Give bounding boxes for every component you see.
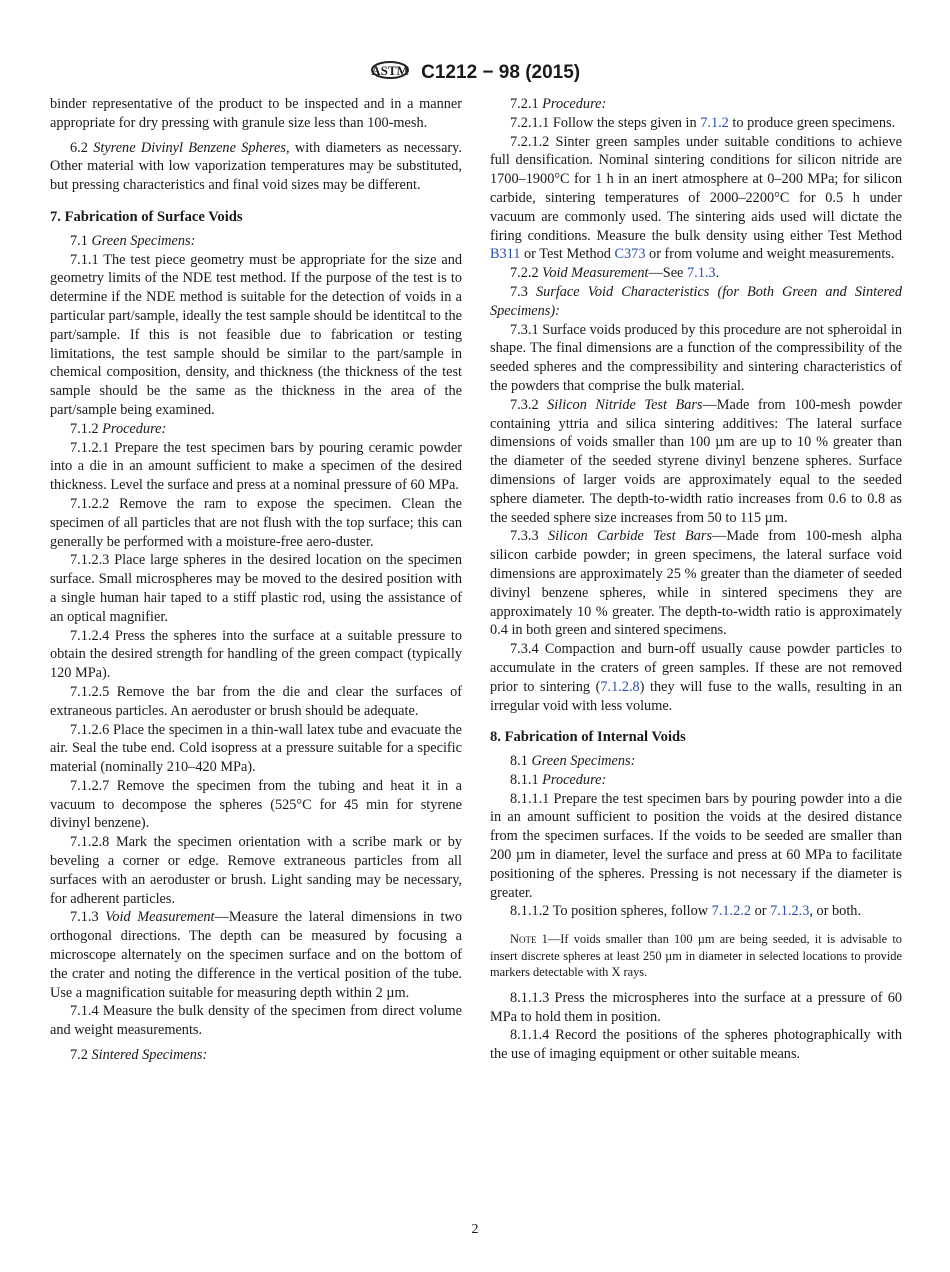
text-run: 7.3.3 bbox=[510, 528, 548, 545]
text-run: to produce green specimens. bbox=[728, 114, 896, 131]
text-run: 7.1.2 bbox=[70, 420, 103, 437]
paragraph bbox=[50, 833, 462, 908]
text-run: 8.1.1.4 Record the positions of the spheres photographically with the use of imaging equipment or other suitable means. bbox=[490, 1027, 902, 1063]
paragraph bbox=[490, 321, 902, 396]
italic-text: Silicon Nitride Test Bars bbox=[547, 396, 703, 413]
text-run: ) they will fuse to the walls, resulting in an irregular void with less volume. bbox=[490, 678, 902, 714]
paragraph bbox=[490, 640, 902, 715]
text-run: 8.1 bbox=[510, 753, 532, 770]
cross-reference-link[interactable]: 7.1.2.3 bbox=[770, 903, 810, 920]
text-run: 8.1.1 bbox=[510, 771, 543, 788]
paragraph bbox=[490, 396, 902, 528]
text-run: 8.1.1.3 Press the microspheres into the surface at a pressure of 60 MPa to hold them in position. bbox=[490, 989, 902, 1025]
paragraph bbox=[50, 232, 462, 251]
document-title: C1212 − 98 (2015) bbox=[421, 62, 581, 84]
cross-reference-link[interactable]: 7.1.2 bbox=[700, 114, 729, 131]
italic-text: Procedure: bbox=[102, 420, 167, 437]
paragraph bbox=[50, 551, 462, 626]
right-column bbox=[490, 95, 902, 1064]
text-run: , or both. bbox=[809, 903, 862, 920]
section-heading bbox=[50, 208, 462, 227]
paragraph bbox=[50, 1046, 462, 1065]
paragraph bbox=[490, 902, 902, 921]
italic-text: Surface Void Characteristics (for Both Green and Sintered Specimens): bbox=[490, 283, 902, 319]
text-run: 6.2 bbox=[70, 139, 94, 156]
paragraph bbox=[490, 989, 902, 1027]
paragraph bbox=[490, 1026, 902, 1064]
italic-text: Void Measurement bbox=[542, 265, 649, 282]
italic-text: Styrene Divinyl Benzene Spheres, bbox=[93, 139, 290, 156]
text-run: 7.1.2.5 Remove the bar from the die and clear the surfaces of extraneous particles. An aeroduster or brush should be adequate. bbox=[50, 683, 462, 719]
text-run: 7.2.1.2 Sinter green samples under suitable conditions to achieve full densification. Nominal sintering conditions for silicon nitride are 1700–1900°C for 1 h in an inert atmosphere at 0–200 MPa; for silicon carbide, sintering temperatures of 2000–2200°C for 0.5 h under vacuum are commonly used. The sintering aids used will dictate the firing conditions. Measure the bulk density using either Test Method bbox=[490, 133, 902, 244]
text-run: 7.1 bbox=[70, 232, 92, 249]
note-paragraph bbox=[490, 931, 902, 981]
text-run: 7.3.2 bbox=[510, 396, 548, 413]
paragraph bbox=[50, 251, 462, 420]
text-run: 7.1.2.6 Place the specimen in a thin-wall latex tube and evacuate the air. Seal the tube end. Cold isopress at a pressure suitable for a specific material (nominally 210–420 MPa). bbox=[50, 721, 462, 776]
text-run: 7.3.1 Surface voids produced by this procedure are not spheroidal in shape. The final dimensions are a function of the compressibility of the seeded spheres and the compressibility and sintering characteristics of the powders that comprise the bulk material. bbox=[490, 321, 902, 394]
italic-text: Green Specimens: bbox=[91, 232, 196, 249]
section-heading bbox=[490, 728, 902, 747]
text-run: with diameters as necessary. Other material with low vaporization temperatures may be substituted, but pressing characteristics and final void sizes may be different. bbox=[50, 139, 462, 194]
text-run: 7.1.2.3 Place large spheres in the desired location on the specimen surface. Small microspheres may be moved to the desired position with a single human hair taped to a stiff plastic rod, using the assistance of an optical magnifier. bbox=[50, 552, 462, 625]
paragraph bbox=[50, 439, 462, 495]
paragraph bbox=[50, 683, 462, 721]
cross-reference-link[interactable]: B311 bbox=[490, 246, 521, 263]
text-run: 8.1.1.2 To position spheres, follow bbox=[510, 903, 712, 920]
paragraph bbox=[50, 95, 462, 133]
paragraph bbox=[490, 95, 902, 114]
text-run: —See bbox=[648, 265, 687, 282]
paragraph bbox=[490, 283, 902, 321]
italic-text: Green Specimens: bbox=[531, 753, 636, 770]
paragraph bbox=[50, 721, 462, 777]
paragraph bbox=[50, 420, 462, 439]
text-run: 8.1.1.1 Prepare the test specimen bars by pouring powder into a die in an amount sufficient to position the voids at the desired distance from the specimen surfaces. If the voids to be seeded are smaller than 200 µm in diameter, level the surface and press at 60 MPa to facilitate positioning of the spheres. Pressing is not necessary if the diameter is greater. bbox=[490, 790, 902, 901]
italic-text: Procedure: bbox=[542, 96, 607, 112]
paragraph bbox=[490, 264, 902, 283]
text-run: 7.3 bbox=[510, 283, 536, 300]
paragraph bbox=[50, 139, 462, 195]
cross-reference-link[interactable]: 7.1.2.8 bbox=[600, 678, 640, 695]
paragraph bbox=[50, 627, 462, 683]
italic-text: Void Measurement bbox=[105, 909, 215, 926]
left-column bbox=[50, 95, 462, 1065]
cross-reference-link[interactable]: 7.1.2.2 bbox=[711, 903, 751, 920]
cross-reference-link[interactable]: C373 bbox=[614, 246, 646, 263]
page-header bbox=[0, 56, 950, 90]
astm-logo-icon bbox=[370, 56, 410, 90]
text-run: 7.1.2.2 Remove the ram to expose the specimen. Clean the specimen of all particles that are not flush with the top surface; this can generally be performed with a moisture-free aero-duster. bbox=[50, 495, 462, 550]
text-run: 1—If voids smaller than 100 µm are being seeded, it is advisable to insert discrete spheres at least 250 µm in diameter in selected locations to provide markers detectable with X rays. bbox=[490, 932, 902, 980]
text-run: 8. Fabrication of Internal Voids bbox=[490, 729, 686, 746]
text-run: Note bbox=[510, 932, 537, 947]
text-run: —Measure the lateral dimensions in two orthogonal directions. The depth can be measured by focusing a microscope alternately on the specimen surface and on the bottom of the crater and noting the difference in the vertical position of the tube. Use a magnification suitable for measuring depth within 2 µm. bbox=[50, 909, 463, 1001]
text-run: or from volume and weight measurements. bbox=[645, 246, 895, 263]
paragraph bbox=[490, 133, 902, 265]
paragraph bbox=[490, 114, 902, 133]
cross-reference-link[interactable]: 7.1.3 bbox=[686, 265, 716, 282]
text-run: 7.1.1 The test piece geometry must be appropriate for the size and geometry limits of the NDE test method. If the purpose of the test is to determine if the NDE method is suitable for the detection of voids in a particular part/sample, ideally the test sample should be identitcal to the part/sample. If this is not feasible due to fabrication or testing limitations, the test sample should be similar to the part/sample in chemical composition, density, and thickness (the thickness of the test sample should be the same as the thickness in the area of the part/sample being examined. bbox=[50, 251, 462, 418]
text-run: 7.2.2 bbox=[510, 265, 543, 282]
text-run: 7.1.2.8 Mark the specimen orientation with a scribe mark or by beveling a corner or edge. Remove extraneous particles from all surfaces with an aeroduster or brush. Light sanding may be necessary, for adherent particles. bbox=[50, 834, 462, 907]
text-run: 7.2.1.1 Follow the steps given in bbox=[510, 114, 701, 131]
svg-text:ASTM: ASTM bbox=[371, 63, 409, 78]
paragraph bbox=[50, 1002, 462, 1040]
text-run: 7. Fabrication of Surface Voids bbox=[50, 208, 243, 225]
text-run: binder representative of the product to be inspected and in a manner appropriate for dry pressing with granule size less than 100-mesh. bbox=[50, 96, 462, 131]
paragraph bbox=[490, 527, 902, 640]
page-number: 2 bbox=[471, 1222, 479, 1237]
text-run: 7.1.2.7 Remove the specimen from the tubing and heat it in a vacuum to decompose the spheres (525°C for 45 min for styrene divinyl benzene). bbox=[50, 777, 462, 832]
text-run: —Made from 100-mesh alpha silicon carbide powder; in green specimens, the lateral surface void dimensions are approximately 25 % greater than the diameter of seeded divinyl benzene spheres, while in sintered specimens they are approximately 10 % greater. The depth-to-width ratio is approximately 0.4 in both green and sintered specimens. bbox=[490, 528, 903, 639]
text-run: 7.1.4 Measure the bulk density of the specimen from direct volume and weight measurements. bbox=[50, 1003, 462, 1039]
text-run: 7.3.4 Compaction and burn-off usually cause powder particles to accumulate in the craters of green samples. If these are not removed prior to sintering ( bbox=[490, 641, 902, 695]
paragraph bbox=[490, 752, 902, 771]
text-run: 7.2 bbox=[70, 1047, 92, 1064]
text-run: 7.2.1 bbox=[510, 96, 543, 112]
text-run: . bbox=[715, 265, 720, 282]
paragraph bbox=[50, 495, 462, 551]
italic-text: Silicon Carbide Test Bars bbox=[547, 528, 713, 545]
paragraph bbox=[50, 908, 462, 1002]
paragraph bbox=[490, 771, 902, 790]
paragraph bbox=[50, 777, 462, 833]
text-run: 7.1.3 bbox=[70, 909, 106, 926]
text-run: or bbox=[751, 903, 771, 920]
paragraph bbox=[490, 790, 902, 903]
text-run: 7.1.2.4 Press the spheres into the surface at a suitable pressure to obtain the desired strength for handling of the green compact (typically 120 MPa). bbox=[50, 627, 462, 682]
italic-text: Sintered Specimens: bbox=[91, 1047, 208, 1064]
text-run: or Test Method bbox=[520, 246, 615, 263]
text-run: 7.1.2.1 Prepare the test specimen bars by pouring ceramic powder into a die in an amount sufficient to make a specimen of the desired thickness. Level the surface and press at a nominal pressure of 60 MPa. bbox=[50, 439, 462, 494]
text-run: —Made from 100-mesh powder containing yttria and silica sintering additives: The lateral surface dimensions of voids smaller than 100 µm are up to 10 % greater than the diameter of the seeded styrene divinyl benzene spheres. Surface dimensions of larger voids are approximately equal to the seeded sphere diameter. The depth-to-width ratio increases from 0.6 to 0.8 as the seeded sphere size increases from 50 to 115 µm. bbox=[490, 396, 903, 526]
italic-text: Procedure: bbox=[542, 771, 607, 788]
